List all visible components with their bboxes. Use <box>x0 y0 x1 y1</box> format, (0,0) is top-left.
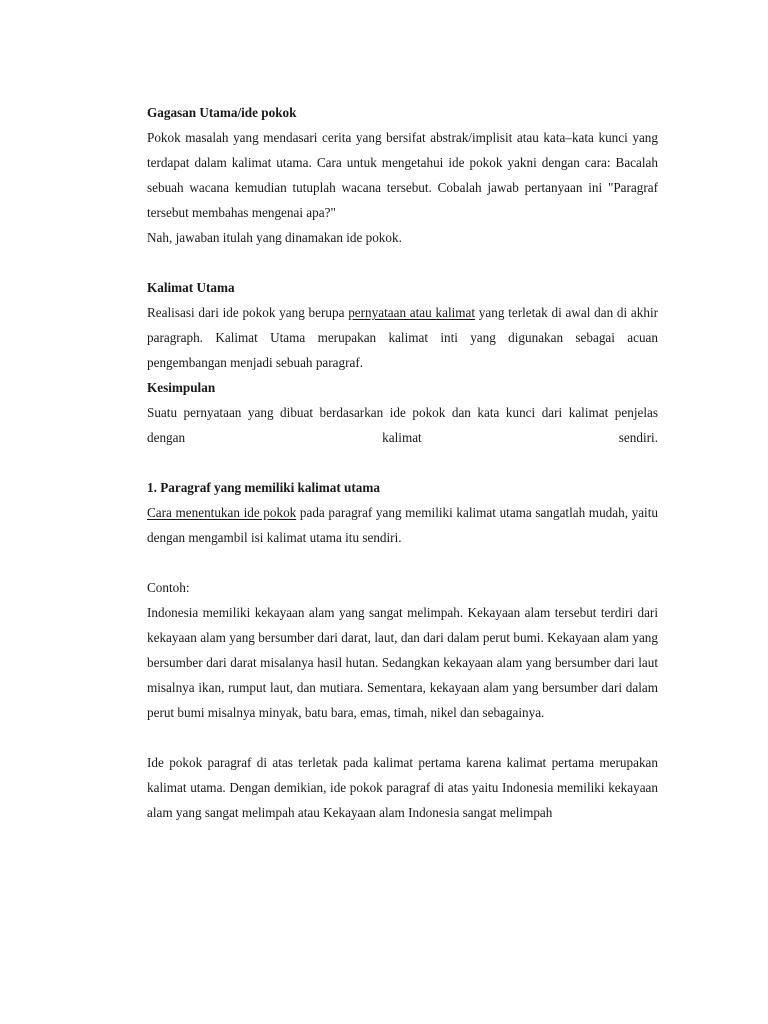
spacer-before-contoh <box>147 550 658 575</box>
paragraph-gagasan-utama: Pokok masalah yang mendasari cerita yang bersifat abstrak/implisit atau kata–kata kunci yang terdapat dalam kalimat utama. Cara untuk mengetahui ide pokok yakni dengan cara: Bacalah sebuah wacana kemudian tutuplah wacana tersebut. Cobalah jawab pertanyaan ini "Paragraf tersebut membahas mengenai apa?" <box>147 130 658 220</box>
paragraph-nah-jawaban: Nah, jawaban itulah yang dinamakan ide pokok. <box>147 230 402 245</box>
underlined-pernyataan-atau-kalimat: pernyataan atau kalimat <box>348 305 476 320</box>
underlined-cara-menentukan-ide-pokok: Cara menentukan ide pokok <box>147 505 297 520</box>
paragraph-cara-menentukan-rest: pada paragraf yang memiliki kalimat utama sangatlah mudah, yaitu dengan mengambil isi kalimat utama itu sendiri. <box>147 505 658 545</box>
spacer-before-kalimat-utama <box>147 250 658 275</box>
paragraph-kalimat-utama-lead: Realisasi dari ide pokok yang berupa <box>147 305 349 320</box>
heading-gagasan-utama: Gagasan Utama/ide pokok <box>147 105 297 120</box>
spacer-before-numbered-heading <box>147 450 658 475</box>
paragraph-kesimpulan: Suatu pernyataan yang dibuat berdasarkan ide pokok dan kata kunci dari kalimat penjelas dengan kalimat sendiri. <box>147 405 658 445</box>
paragraph-kalimat-utama <box>147 300 658 375</box>
paragraph-contoh-indonesia: Indonesia memiliki kekayaan alam yang sangat melimpah. Kekayaan alam tersebut terdiri dari kekayaan alam yang bersumber dari darat, laut, dan dari dalam perut bumi. Kekayaan alam yang bersumber dari darat misalanya hasil hutan. Sedangkan kekayaan alam yang bersumber dari laut misalnya ikan, rumput laut, dan mutiara. Sementara, kekayaan alam yang bersumber dari dalam perut bumi misalnya minyak, batu bara, emas, timah, nikel dan sebagainya. <box>147 605 658 720</box>
paragraph-cara-menentukan <box>147 500 658 550</box>
heading-paragraf-memiliki-kalimat-utama: 1. Paragraf yang memiliki kalimat utama <box>147 480 380 495</box>
label-contoh: Contoh: <box>147 580 190 595</box>
heading-kalimat-utama: Kalimat Utama <box>147 280 235 295</box>
paragraph-kalimat-utama-tail: yang terletak di awal dan di akhir paragraph. Kalimat Utama merupakan kalimat inti yang digunakan sebagai acuan pengembangan menjadi sebuah paragraf. <box>147 305 659 370</box>
heading-kesimpulan: Kesimpulan <box>147 380 216 395</box>
spacer-before-penutup <box>147 725 658 750</box>
document-body <box>147 100 658 825</box>
paragraph-penutup-ide-pokok: Ide pokok paragraf di atas terletak pada kalimat pertama karena kalimat pertama merupakan kalimat utama. Dengan demikian, ide pokok paragraf di atas yaitu Indonesia memiliki kekayaan alam yang sangat melimpah atau Kekayaan alam Indonesia sangat melimpah <box>147 755 658 820</box>
